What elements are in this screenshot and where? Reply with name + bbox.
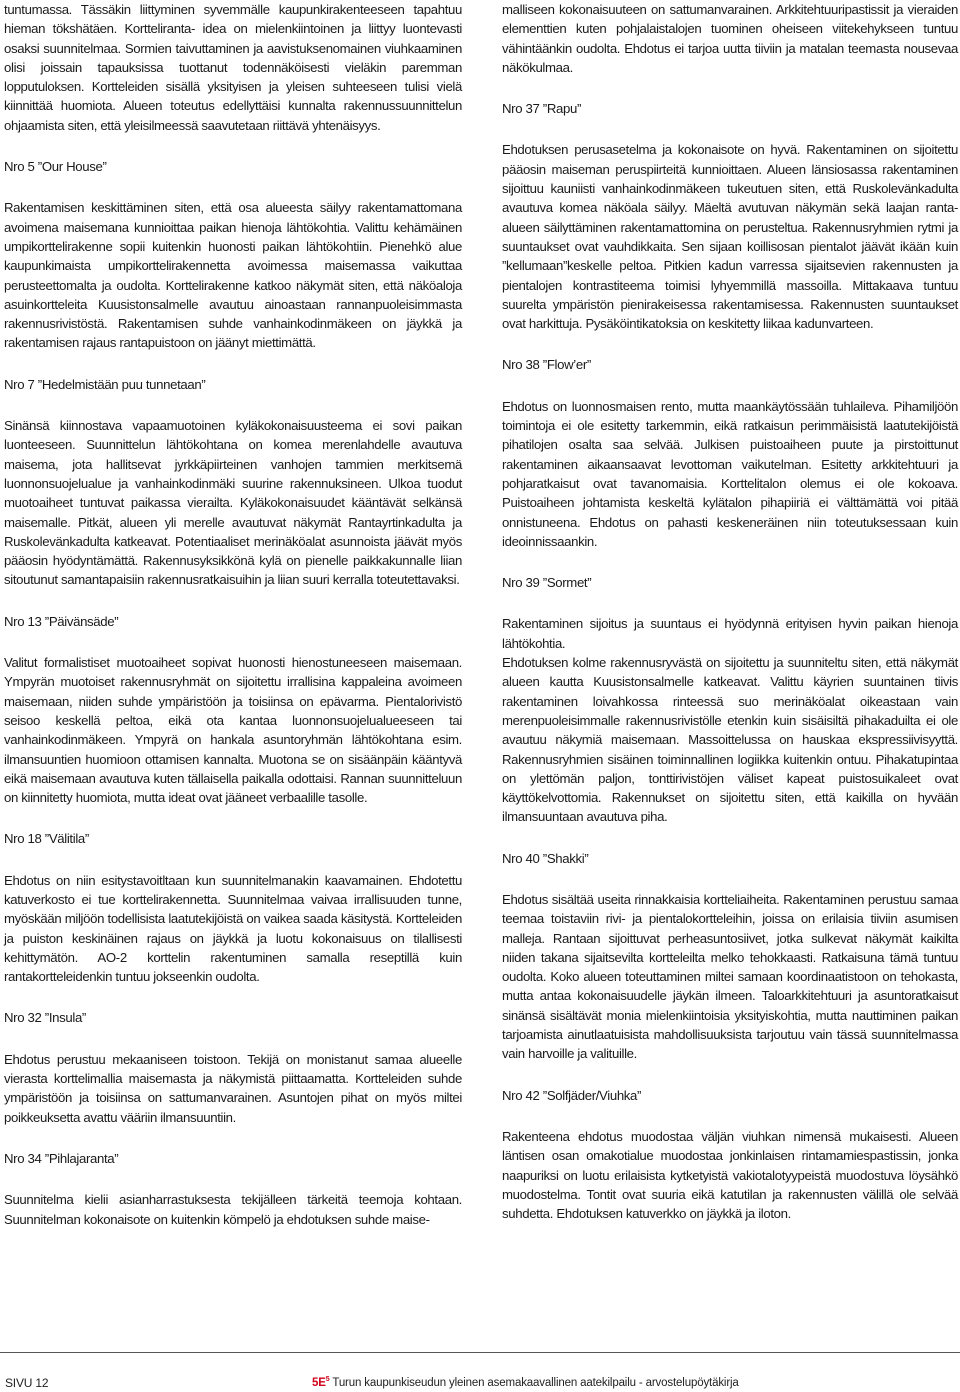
entry-title: Nro 7 ”Hedelmistään puu tunnetaan” <box>4 376 206 392</box>
entry-title: Nro 38 ”Flow’er” <box>502 357 591 373</box>
entry-title: Nro 18 ”Välitila” <box>4 831 89 847</box>
entry-text: Valitut formalistiset muotoaiheet sopivat huonosti hienostuneeseen maisemaan. Ympyrän muotoiset rakennusryhmät on sijoitettu irrallisina kappaleina avoimeen maisemaan, niiden suhde ympäristöön ja toisiinsa on epävarma. Pientalorivistö seisoo keskellä peltoa, eikä ota kantaa luonnonsuojelualueeseen tai vanhainkodinmäkeen. Ympyrä on hankala asuntoryhmän lähtökohtana esim. ilmansuuntien huomioon ottamisen kannalta. Muotona se on sisäänpäin kääntyvä eikä maisemaan avautuva kuten tällaisella paikalla odottaisi. Rannan suunnitteluun on kiinnitetty huomiota, mutta ideat ovat jääneet verbaalille tasolle. <box>4 655 462 806</box>
entry-title: Nro 13 ”Päivänsäde” <box>4 613 119 629</box>
left-column <box>4 0 462 1229</box>
entry-text: Sinänsä kiinnostava vapaamuotoinen kyläkokonaisuusteema ei sovi paikan luonteeseen. Suunnittelun lähtökohtana on komea merenlahdelle avautuva maisema, jota hallitsevat jyrkkäpiirteinen vanhojen tammien merkitsemä luonnonsuojelualue ja vanhainkodinmäki suurine rakennuksineen. Ulkoa tuodut muotoaiheet tuntuvat paikassa vierailta. Kyläkokonaisuudet kääntävät selkänsä maisemalle. Pitkät, alueen yli merelle avautuvat näkymät Rantayrtinkadulta ja Ruskolevänkadulta katkeavat. Potentiaaliset merinäköalat asunnoista jäävät myös pääosin hyödyntämättä. Rakennusyksikkönä kylä on pienelle paikkakunnalle liian sitoutunut samantapaisiin rakennusratkaisuihin ja liian suuri kerralla toteutettavaksi. <box>4 418 462 588</box>
page-number: SIVU 12 <box>5 1376 49 1390</box>
entry-text: Rakenteena ehdotus muodostaa väljän viuhkan nimensä mukaisesti. Alueen läntisen osan omakotialue muodostaa jonkinlaisen rintamamiespastissin, jonka naapuriksi on luotu erilaisista kytketyistä vakiotalotyypeistä muodostuva löysähkö muodostelma. Tontit ovat suuria eikä katutilan ja rakennusten välillä ole selvää suhdetta. Ehdotuksen katuverkko on jäykkä ja iloton. <box>502 1128 958 1222</box>
brand-logo: $5E^5$ <box>312 1376 330 1389</box>
entry-text: Ehdotus on luonnosmaisen rento, mutta maankäytössään tuhlaileva. Pihamiljöön toimintoja ei ole esitetty tarkemmin, eikä ratkaisun perimmäisistä laatutekijöistä pihatilojen osalta saa selvää. Julkisen puistoaiheen puute ja pirstoittunut rakentaminen aikaansaavat levottoman vaikutelman. Esitetty arkkitehtuuri ja pohjaratkaisut ovat tavanomaisia. Korttelitalon olemus ei ole kokoava. Puistoaiheen johtamista keskeltä kylätalon pihapiiriä ei välttämättä voi pitää onnistuneena. Ehdotus on pahasti keskeneräinen niin toteutuksessaan kuin ideoinnissaankin. <box>502 398 958 549</box>
entry-title: Nro 32 ”Insula” <box>4 1010 86 1026</box>
entry-title: Nro 39 ”Sormet” <box>502 575 592 591</box>
entry-text: Rakentaminen sijoitus ja suuntaus ei hyödynnä erityisen hyvin paikan hienoja lähtökohtia. Ehdotuksen kolme rakennusryvästä on sijoitettu ja suunniteltu siten, että näkymät alueen kautta Kuusistonsalmelle katkeavat. Valittu käyrien suuntainen tiivis rakentaminen loivahkossa rinteessä suo merinäköalat oikeastaan vain merenpuoleisimmalle rakennusrivistölle etenkin kuin sisäisiltä pihakaduilta ei ole avautuu näkymiä maisemaan. Massoittelussa on hauskaa ekspressiivisyyttä. Rakennusryhmien sisäinen toiminnallinen logiikka kuitenkin ontuu. Pihakatupintaa on ylettömän paljon, tonttirivistöjen väliset kapeat puistosuikaleet ovat käyttökelvottomia. Rakennukset on sijoitettu siten, että kaikilla on hyvään ilmansuuntaan avautuva piha. <box>502 616 958 825</box>
entry-title: Nro 5 ”Our House” <box>4 159 107 175</box>
entry-text: Suunnitelma kielii asianharrastuksesta tekijälleen tärkeitä teemoja kohtaan. Suunnitelman kokonaisote on kuitenkin kömpelö ja ehdotuksen suhde maise- <box>4 1192 462 1227</box>
entry-text: Ehdotus on niin esitystavoitltaan kun suunnitelmanakin kaavamainen. Ehdotettu katuverkosto ei tue korttelirakennetta. Suunnitelmaa vaivaa irrallisuuden tunne, myöskään miljöön todellisista laatutekijöistä on vaikea saada käsitystä. Kortteleiden ja puiston keskinäinen rajaus on jäykkä ja luotu kokonaisuus on tilallisesti kehittymätön. AO-2 korttelin rakentuminen samalla reseptillä kuin rantakortteleidenkin tuntuu jokseenkin oudolta. <box>4 872 462 985</box>
entry-text: Ehdotuksen perusasetelma ja kokonaisote on hyvä. Rakentaminen on sijoitettu pääosin maiseman peruspiirteitä kunnioittaen. Alueen länsiosassa rakentaminen sijoittuu kauniisti vanhainkodinmäkeen tukeutuen siten, että Ruskolevänkadulta avautuva komea näköala säilyy. Mäeltä avutuvan näkymän sekä laajan ranta-alueen säilyttäminen rakentamattomina on perusteltua. Rakennusryhmien rytmi ja suuntaukset ovat vauhdikkaita. Sen sijaan koillisosan pientalot jäävät ikään kuin ”kellumaan”keskelle peltoa. Pitkien kadun varressa sijaitsevien rakennusten ja pientalojen kontrastiteema toimisi lyhyemmillä massoilla. Mittakaava tuntuu suurelta ympäristön pienirakeisessa rakentamisessa. Rakennusten suuntaukset ovat harkittuja. Pysäköintikatoksia on keskitetty liikaa kadunvarteen. <box>502 142 958 332</box>
page-footer <box>0 1352 960 1390</box>
footer-title-text: Turun kaupunkiseudun yleinen asemakaavallinen aatekilpailu - arvostelupöytäkirja <box>329 1376 739 1389</box>
left-intro-paragraph: tuntumassa. Tässäkin liittyminen syvemmälle kaupunkirakenteeseen tapahtuu hieman tökshätäen. Kortteliranta- idea on mielenkiintoinen ja liittyy luontevasti osaksi suunnitelmaa. Sormien taivuttaminen ja aavistuksenomainen viuhkaaminen olisi joissain tapauksissa tuottanut todennäköisesti vieläkin paremman lopputuloksen. Kortteleiden sisällä yksityisen ja yleisen suhteeseen tulisi vielä kiinnittää huomiota. Alueen toteutus edellyttäisi kunnalta rakennussuunnittelun ohjaamista siten, että yleisilmeessä saavutetaan riittävä yhtenäisyys. <box>4 2 462 133</box>
entry-title: Nro 42 ”Solfjäder/Viuhka” <box>502 1087 642 1103</box>
entry-title: Nro 34 ”Pihlajaranta” <box>4 1150 119 1166</box>
entry-title: Nro 37 ”Rapu” <box>502 101 582 117</box>
document-title <box>312 1376 739 1389</box>
entry-text: Rakentamisen keskittäminen siten, että osa alueesta säilyy rakentamattomana avoimena maisemana kunnioittaa paikan hienoja lähtökohtia. Valittu kehämäinen umpikorttelirakenne sopii kuitenkin huonosti paikan lähtökohtiin. Pienehkö alue kaupunkimaista umpikorttelirakennetta avoimessa maisemassa vaikuttaa perusteettomalta ja oudolta. Korttelirakenne katkoo näkymät siten, että näköaloja asuinkortteleita Kuusistonsalmelle avautuu ainoastaan rannanpuoleisimmasta rakennusrivistöstä. Rakentamisen suhde vanhainkodinmäkeen on jäykkä ja rakentamisen rajaus rantapuistoon on jäänyt miettimättä. <box>4 200 462 351</box>
entry-text: Ehdotus sisältää useita rinnakkaisia kortteliaiheita. Rakentaminen perustuu samaa teemaa toistaviin rivi- ja pientalokortteleihin, joissa on erilaisia tiiviin asumisen malleja. Rantaan sijoittuvat perheasuntosiivet, jotka sulkevat näkymät kaikilta niiden takana sijaitsevilta kortteleilta melko tehokkaasti. Ratkaisuna tämä tuntuu oudolta. Koko alueen toteuttaminen miltei samaan koordinaatistoon on tehokasta, mutta antaa kokonaisuudelle jäykän ilmeen. Taloarkkitehtuuri ja asuntoratkaisut sinänsä sisältävät monia mielenkiintoisia yksityiskohtia, mutta nauttiminen paikan tarjoamista ainutlaatuisista mahdollisuuksista tarjoutuu vain tässä suunnitelmassa vain harvoille ja valituille. <box>502 891 958 1062</box>
right-column <box>502 0 958 1223</box>
entry-text: Ehdotus perustuu mekaaniseen toistoon. Tekijä on monistanut samaa alueelle vierasta korttelimallia maisemasta ja näkymistä piittaamatta. Kortteleiden suhde ympäristöön ja toisiinsa on sattumanvarainen. Asuntojen pihat on myös miltei poikkeuksetta avattu vääriin ilmansuuntiin. <box>4 1051 462 1125</box>
right-intro-paragraph: malliseen kokonaisuuteen on sattumanvarainen. Arkkitehtuuripastissit ja vieraiden elementtien kuten pohjalaistalojen tuominen oheiseen viitekehykseen tuntuu vähintäänkin oudolta. Ehdotus ei tarjoa uutta tiiviin ja matalan teemasta nousevaa näkökulmaa. <box>502 2 958 75</box>
entry-title: Nro 40 ”Shakki” <box>502 850 589 866</box>
